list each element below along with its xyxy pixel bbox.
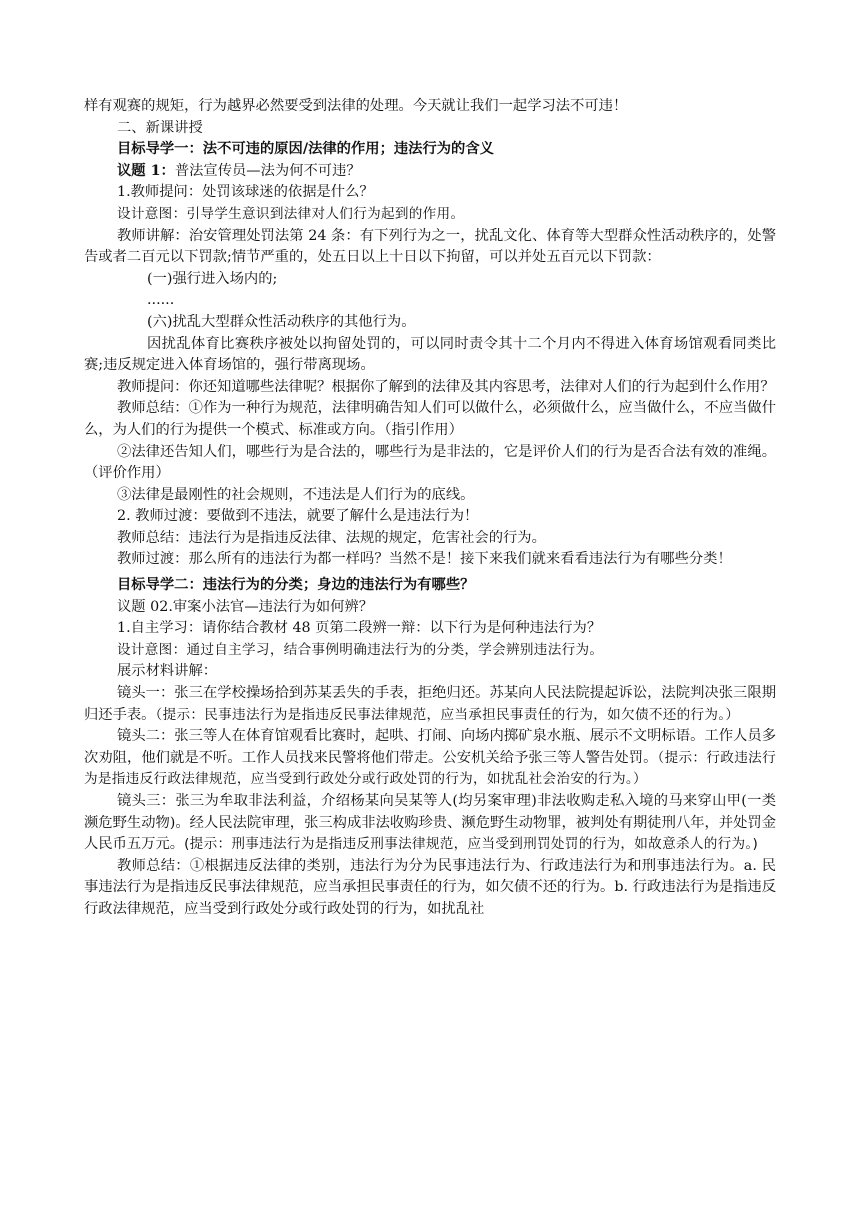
design-intent: 设计意图：引导学生意识到法律对人们行为起到的作用。 xyxy=(117,205,465,222)
case-2 xyxy=(0,726,860,791)
case-text: 镜头二：张三等人在体育馆观看比赛时，起哄、打闹、向场内掷矿泉水瓶、展示不文明标语。工作人员多次劝阻，他们就是不听。工作人员找来民警将他们带走。公安机关给予张三等人警告处罚。 xyxy=(84,728,776,766)
paragraph: 教师过渡：那么所有的违法行为都一样吗？当然不是！接下来我们就来看看违法行为有哪些分类！ xyxy=(117,551,732,568)
ellipsis: ...... xyxy=(147,292,175,309)
topic-1 xyxy=(0,161,860,183)
case-1 xyxy=(0,683,860,726)
paragraph: ②法律还告知人们，哪些行为是合法的，哪些行为是非法的，它是评价人们的行为是否合法有效的准绳。（评价作用） xyxy=(84,443,776,482)
paragraph: 因扰乱体育比赛秩序被处以拘留处罚的，可以同时责令其十二个月内不得进入体育场馆观看同类比赛;违反规定进入体育场馆的，强行带离现场。 xyxy=(84,335,776,374)
case-hint: （提示：民事违法行为是指违反民事法律规范，应当承担民事责任的行为，如欠债不还的行为。） xyxy=(155,706,740,723)
case-hint: (提示：刑事违法行为是指违反刑事法律规范，应当受到刑罚处罚的行为，如故意杀人的行为。) xyxy=(184,836,759,853)
case-3 xyxy=(0,791,860,856)
topic-2: 议题 02.审案小法官—违法行为如何辨？ xyxy=(117,598,374,615)
topic-text: 普法宣传员—法为何不可违？ xyxy=(174,162,361,179)
paragraph: 教师讲解：治安管理处罚法第 24 条：有下列行为之一，扰乱文化、体育等大型群众性活动秩序的，处警告或者二百元以下罚款;情节严重的，处五日以上十日以下拘留，可以并处五百元以下罚款： xyxy=(84,227,776,266)
paragraph: 样有观赛的规矩，行为越界必然要受到法律的处理。今天就让我们一起学习法不可违！ xyxy=(84,98,628,114)
topic-label: 议题 1： xyxy=(117,162,175,179)
paragraph: 1.自主学习：请你结合教材 48 页第二段辨一辩：以下行为是何种违法行为？ xyxy=(117,620,602,637)
paragraph: ③法律是最刚性的社会规则，不违法是人们行为的底线。 xyxy=(117,486,475,503)
paragraph: 教师总结：违法行为是指违反法律、法规的规定，危害社会的行为。 xyxy=(117,529,546,546)
case-text: 镜头三：张三为牟取非法利益，介绍杨某向吴某等人(均另案审理)非法收购走私入境的马来穿山甲(一类濒危野生动物)。经人民法院审理，张三构成非法收购珍贵、濒危野生动物罪，被判处有期徒刑八年，并处罚金人民币五万元。 xyxy=(84,793,776,853)
paragraph: 展示材料讲解： xyxy=(117,663,218,680)
paragraph: 教师总结：①作为一种行为规范，法律明确告知人们可以做什么，必须做什么，应当做什么，不应当做什么，为人们的行为提供一个模式、标准或方向。（指引作用） xyxy=(84,400,776,438)
document-page xyxy=(0,96,860,921)
paragraph: 教师总结：①根据违反法律的类别，违法行为分为民事违法行为、行政违法行为和刑事违法行为。a. 民事违法行为是指违反民事法律规范，应当承担民事责任的行为，如欠债不还的行为。b. 行政违法行为是指违反行政法律规范，应当受到行政处分或行政处罚的行为，如扰乱社 xyxy=(84,857,776,917)
goal-heading-2: 目标导学二：违法行为的分类；身边的违法行为有哪些？ xyxy=(117,577,475,594)
design-intent: 设计意图：通过自主学习，结合事例明确违法行为的分类，学会辨别违法行为。 xyxy=(117,641,604,658)
law-item: (一)强行进入场内的; xyxy=(147,270,278,287)
case-hint: （提示：行政违法行为是指违反行政法律规范，应当受到行政处分或行政处罚的行为，如扰乱社会治安的行为。） xyxy=(84,749,776,788)
case-text: 镜头一：张三在学校操场拾到苏某丢失的手表，拒绝归还。苏某向人民法院提起诉讼，法院判决张三限期归还手表。 xyxy=(84,685,776,723)
paragraph: 1.教师提问：处罚该球迷的依据是什么？ xyxy=(117,184,374,201)
goal-heading-1: 目标导学一：法不可违的原因/法律的作用；违法行为的含义 xyxy=(117,141,494,158)
paragraph: 2. 教师过渡：要做到不违法，就要了解什么是违法行为！ xyxy=(117,508,479,525)
section-heading: 二、新课讲授 xyxy=(117,119,203,136)
paragraph: 教师提问：你还知道哪些法律呢？根据你了解到的法律及其内容思考，法律对人们的行为起到什么作用？ xyxy=(117,378,775,395)
law-item: (六)扰乱大型群众性活动秩序的其他行为。 xyxy=(147,313,416,330)
